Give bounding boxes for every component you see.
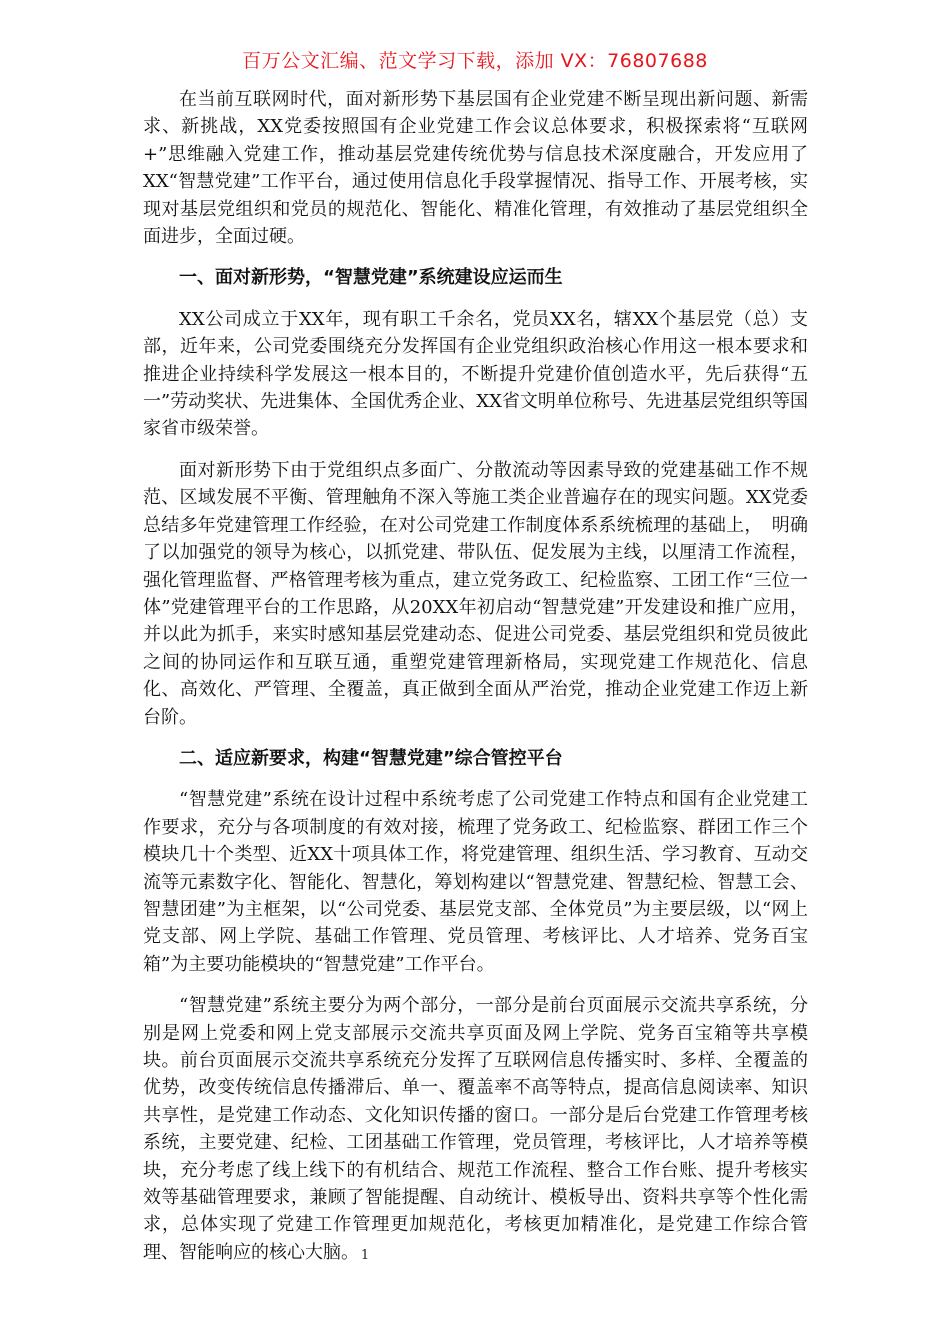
body-paragraph: XX公司成立于XX年，现有职工千余名，党员XX名，辖XX个基层党（总）支部，近年来，公司党委围绕充分发挥国有企业党组织政治核心作用这一根本要求和推进企业持续科学发展这一根本目的，不断提升党建价值创造水平，先后获得“五一”劳动奖状、先进集体、全国优秀企业、XX省文明单位称号、先进基层党组织等国家省市级荣誉。 xyxy=(143,308,808,440)
body-paragraph: “智慧党建”系统主要分为两个部分，一部分是前台页面展示交流共享系统，分别是网上党委和网上党支部展示交流共享页面及网上学院、党务百宝箱等共享模块。前台页面展示交流共享系统充分发挥了互联网信息传播实时、多样、全覆盖的优势，改变传统信息传播滞后、单一、覆盖率不高等特点，提高信息阅读率、知识共享性，是党建工作动态、文化知识传播的窗口。一部分是后台党建工作管理考核系统，主要党建、纪检、工团基础工作管理，党员管理，考核评比，人才培养等模块，充分考虑了线上线下的有机结合、规范工作流程、整合工作台账、提升考核实效等基础管理要求，兼顾了智能提醒、自动统计、模板导出、资料共享等个性化需求，总体实现了党建工作管理更加规范化，考核更加精准化，是党建工作综合管理、智能响应的核心大脑。 xyxy=(143,995,808,1263)
section-heading-2: 二、适应新要求，构建“智慧党建”综合管控平台 xyxy=(179,747,563,769)
intro-paragraph: 在当前互联网时代，面对新形势下基层国有企业党建不断呈现出新问题、新需求、新挑战，XX党委按照国有企业党建工作会议总体要求，积极探索将“互联网+”思维融入党建工作，推动基层党建传统优势与信息技术深度融合，开发应用了XX“智慧党建”工作平台，通过使用信息化手段掌握情况、指导工作、开展考核，实现对基层党组织和党员的规范化、智能化、精准化管理，有效推动了基层党组织全面进步，全面过硬。 xyxy=(143,89,808,248)
body-paragraph: 面对新形势下由于党组织点多面广、分散流动等因素导致的党建基础工作不规范、区域发展不平衡、管理触角不深入等施工类企业普遍存在的现实问题。XX党委总结多年党建管理工作经验，在对公司党建工作制度体系系统梳理的基础上， 明确了以加强党的领导为核心，以抓党建、带队伍、促发展为主线，以厘清工作流程，强化管理监督、严格管理考核为重点，建立党务政工、纪检监察、工团工作“三位一体”党建管理平台的工作思路，从20XX年初启动“智慧党建”开发建设和推广应用，并以此为抓手，来实时感知基层党建动态、促进公司党委、基层党组织和党员彼此之间的协同运作和互联互通，重塑党建管理新格局，实现党建工作规范化、信息化、高效化、严管理、全覆盖，真正做到全面从严治党，推动企业党建工作迈上新台阶。 xyxy=(143,459,808,728)
section-heading-1: 一、面对新形势，“智慧党建”系统建设应运而生 xyxy=(179,267,563,289)
document-body xyxy=(143,86,808,1266)
download-banner: 百万公文汇编、范文学习下载，添加 VX：76807688 xyxy=(242,50,708,72)
body-paragraph: “智慧党建”系统在设计过程中系统考虑了公司党建工作特点和国有企业党建工作要求，充分与各项制度的有效对接，梳理了党务政工、纪检监察、群团工作三个模块几十个类型、近XX十项具体工作，将党建管理、组织生活、学习教育、互动交流等元素数字化、智能化、智慧化，筹划构建以“智慧党建、智慧纪检、智慧工会、智慧团建”为主框架，以“公司党委、基层党支部、全体党员”为主要层级，以“网上党支部、网上学院、基础工作管理、党员管理、考核评比、人才培养、党务百宝箱”为主要功能模块的“智慧党建”工作平台。 xyxy=(143,789,808,975)
page-number: 1 xyxy=(360,1248,370,1263)
